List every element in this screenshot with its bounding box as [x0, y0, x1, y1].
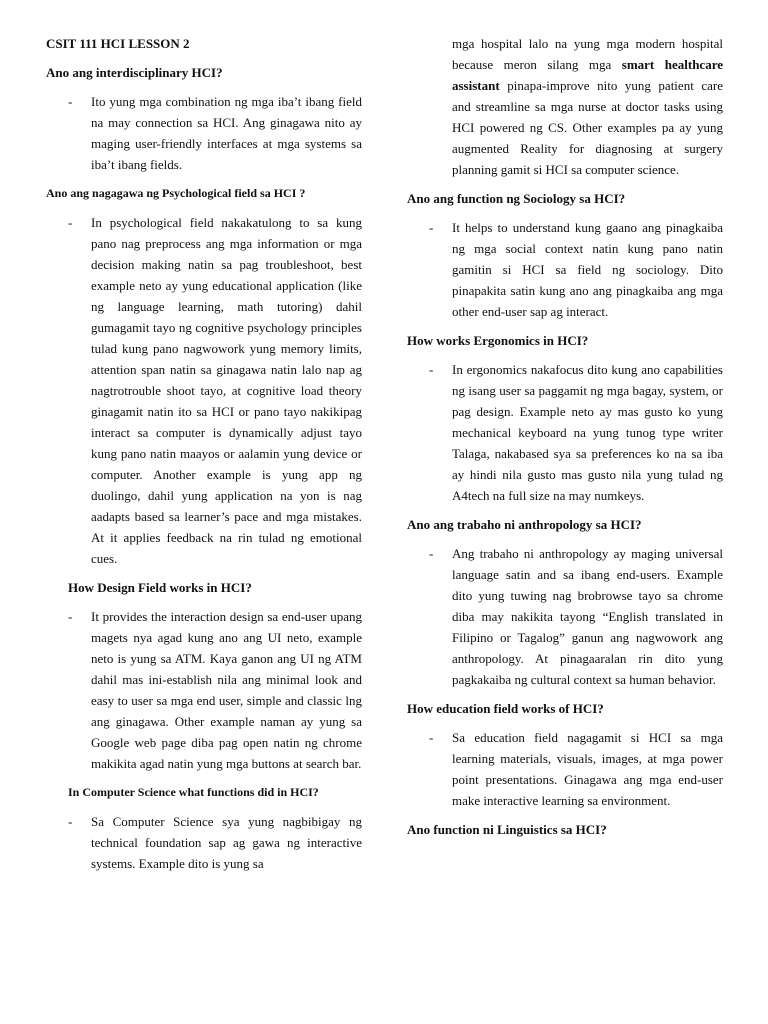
paragraph-psychological: In psychological field nakakatulong to sa kung pano nag preprocess ang mga information or mga decision making natin sa pag troubleshoot, best example neto ay yung educational application (like ng language learning, math tutoring) dahil gumagamit tayo ng cognitive psychology principles tulad kung pano nagwowork yung memory limits, attention span natin sa ginagawa natin lalo nap ag nagtrotrouble shoot tayo, at cognitive load theory ginagamit natin ito sa HCI or pano tayo nakikipag interact sa computer is dynamically adjust tayo kung pano natin maayos or aalamin yung device or computer. Another example is yung app ng duolingo, dahil yung application na yon is nag aadapts based sa learner’s pace and mga mistakes. At it applies feedback na rin tulad ng emotional cues. — [91, 215, 362, 566]
heading-design: How Design Field works in HCI? — [68, 580, 252, 595]
heading-interdisciplinary: Ano ang interdisciplinary HCI? — [46, 65, 223, 80]
left-column — [46, 33, 362, 882]
list-item-sociology — [407, 217, 723, 322]
text-segment: mga hospital lalo na yung mga modern hospital because meron silang mga — [452, 36, 723, 72]
paragraph-sociology: It helps to understand kung gaano ang pinagkaiba ng mga social context natin kung pano natin gamitin si HCI sa field ng sociology. Dito pinapakita satin kung ano ang pinagkaiba ang mga other end-user sap ag interact. — [452, 220, 723, 319]
heading-education: How education field works of HCI? — [407, 701, 604, 716]
paragraph-computer-science-continued — [452, 33, 723, 180]
bullet-dash: - — [429, 362, 434, 377]
paragraph-anthropology: Ang trabaho ni anthropology ay maging universal language satin and sa ibang end-users. Example dito yung tuwing nag brobrowse tayo sa chrome diba may nakikita tayong “English translated in Filipino or Tagalog” ganun ang nagwowork ang anthropology. At pinagaaralan rin dito yung pagkakaiba ng cultural context sa human behavior. — [452, 546, 723, 687]
list-item-interdisciplinary — [46, 91, 362, 175]
paragraph-design: It provides the interaction design sa end-user upang magets nya agad kung ano ang UI neto, example neto is yung sa ATM. Kaya ganon ang UI ng ATM dahil mas ini-establish nila ang minimal look and easy to user sa mga end user, simple and classic lng ang ginagawa. Other example naman ay yung sa Google web page diba pag open natin ng chrome makikita agad natin yung mga buttons at search bar. — [91, 609, 362, 771]
heading-sociology: Ano ang function ng Sociology sa HCI? — [407, 191, 626, 206]
list-item-ergonomics — [407, 359, 723, 506]
paragraph-education: Sa education field nagagamit si HCI sa mga learning materials, visuals, images, at mga power point presentations. Ginagawa ang mga end-user make interactive learning sa environment. — [452, 730, 723, 808]
bullet-dash: - — [429, 730, 434, 745]
continued-computer-science — [407, 33, 723, 180]
paragraph-computer-science: Sa Computer Science sya yung nagbibigay ng technical foundation sap ag gawa ng interactive systems. Example dito is yung sa — [91, 814, 362, 871]
bullet-dash: - — [68, 215, 73, 230]
list-item-anthropology — [407, 543, 723, 690]
bullet-dash: - — [429, 220, 434, 235]
list-item-design — [46, 606, 362, 774]
bullet-dash: - — [68, 94, 73, 109]
bullet-dash: - — [68, 609, 73, 624]
bold-term: smart healthcare assistant — [452, 57, 723, 93]
paragraph-ergonomics: In ergonomics nakafocus dito kung ano capabilities ng isang user sa paggamit ng mga bagay, system, or pag design. Example neto ay mas gusto ko yung mechanical keyboard na yung tunog type writer Talaga, nakabased sya sa preferences ko na sa iba ay hindi nila gusto mas gusto nila yung tulad ng A4tech na full size na may numkeys. — [452, 362, 723, 503]
heading-computer-science: In Computer Science what functions did in HCI? — [68, 785, 319, 799]
document-title: CSIT 111 HCI LESSON 2 — [46, 36, 190, 51]
paragraph-interdisciplinary: Ito yung mga combination ng mga iba’t ibang field na may connection sa HCI. Ang ginagawa nito ay maging user-friendly interfaces at mga systems sa iba’t ibang fields. — [91, 94, 362, 172]
list-item-psychological — [46, 212, 362, 569]
list-item-computer-science — [46, 811, 362, 874]
heading-ergonomics: How works Ergonomics in HCI? — [407, 333, 589, 348]
text-segment: pinapa-improve nito yung patient care and streamline sa mga nurse at doctor tasks using HCI powered ng CS. Other examples pa ay yung augmented Reality for diagnosing at surgery planning gamit si HCI sa computer science. — [452, 78, 723, 177]
heading-anthropology: Ano ang trabaho ni anthropology sa HCI? — [407, 517, 642, 532]
right-column — [407, 33, 723, 848]
heading-psychological: Ano ang nagagawa ng Psychological field sa HCI ? — [46, 186, 306, 200]
heading-linguistics: Ano function ni Linguistics sa HCI? — [407, 822, 607, 837]
bullet-dash: - — [68, 814, 73, 829]
bullet-dash: - — [429, 546, 434, 561]
list-item-education — [407, 727, 723, 811]
